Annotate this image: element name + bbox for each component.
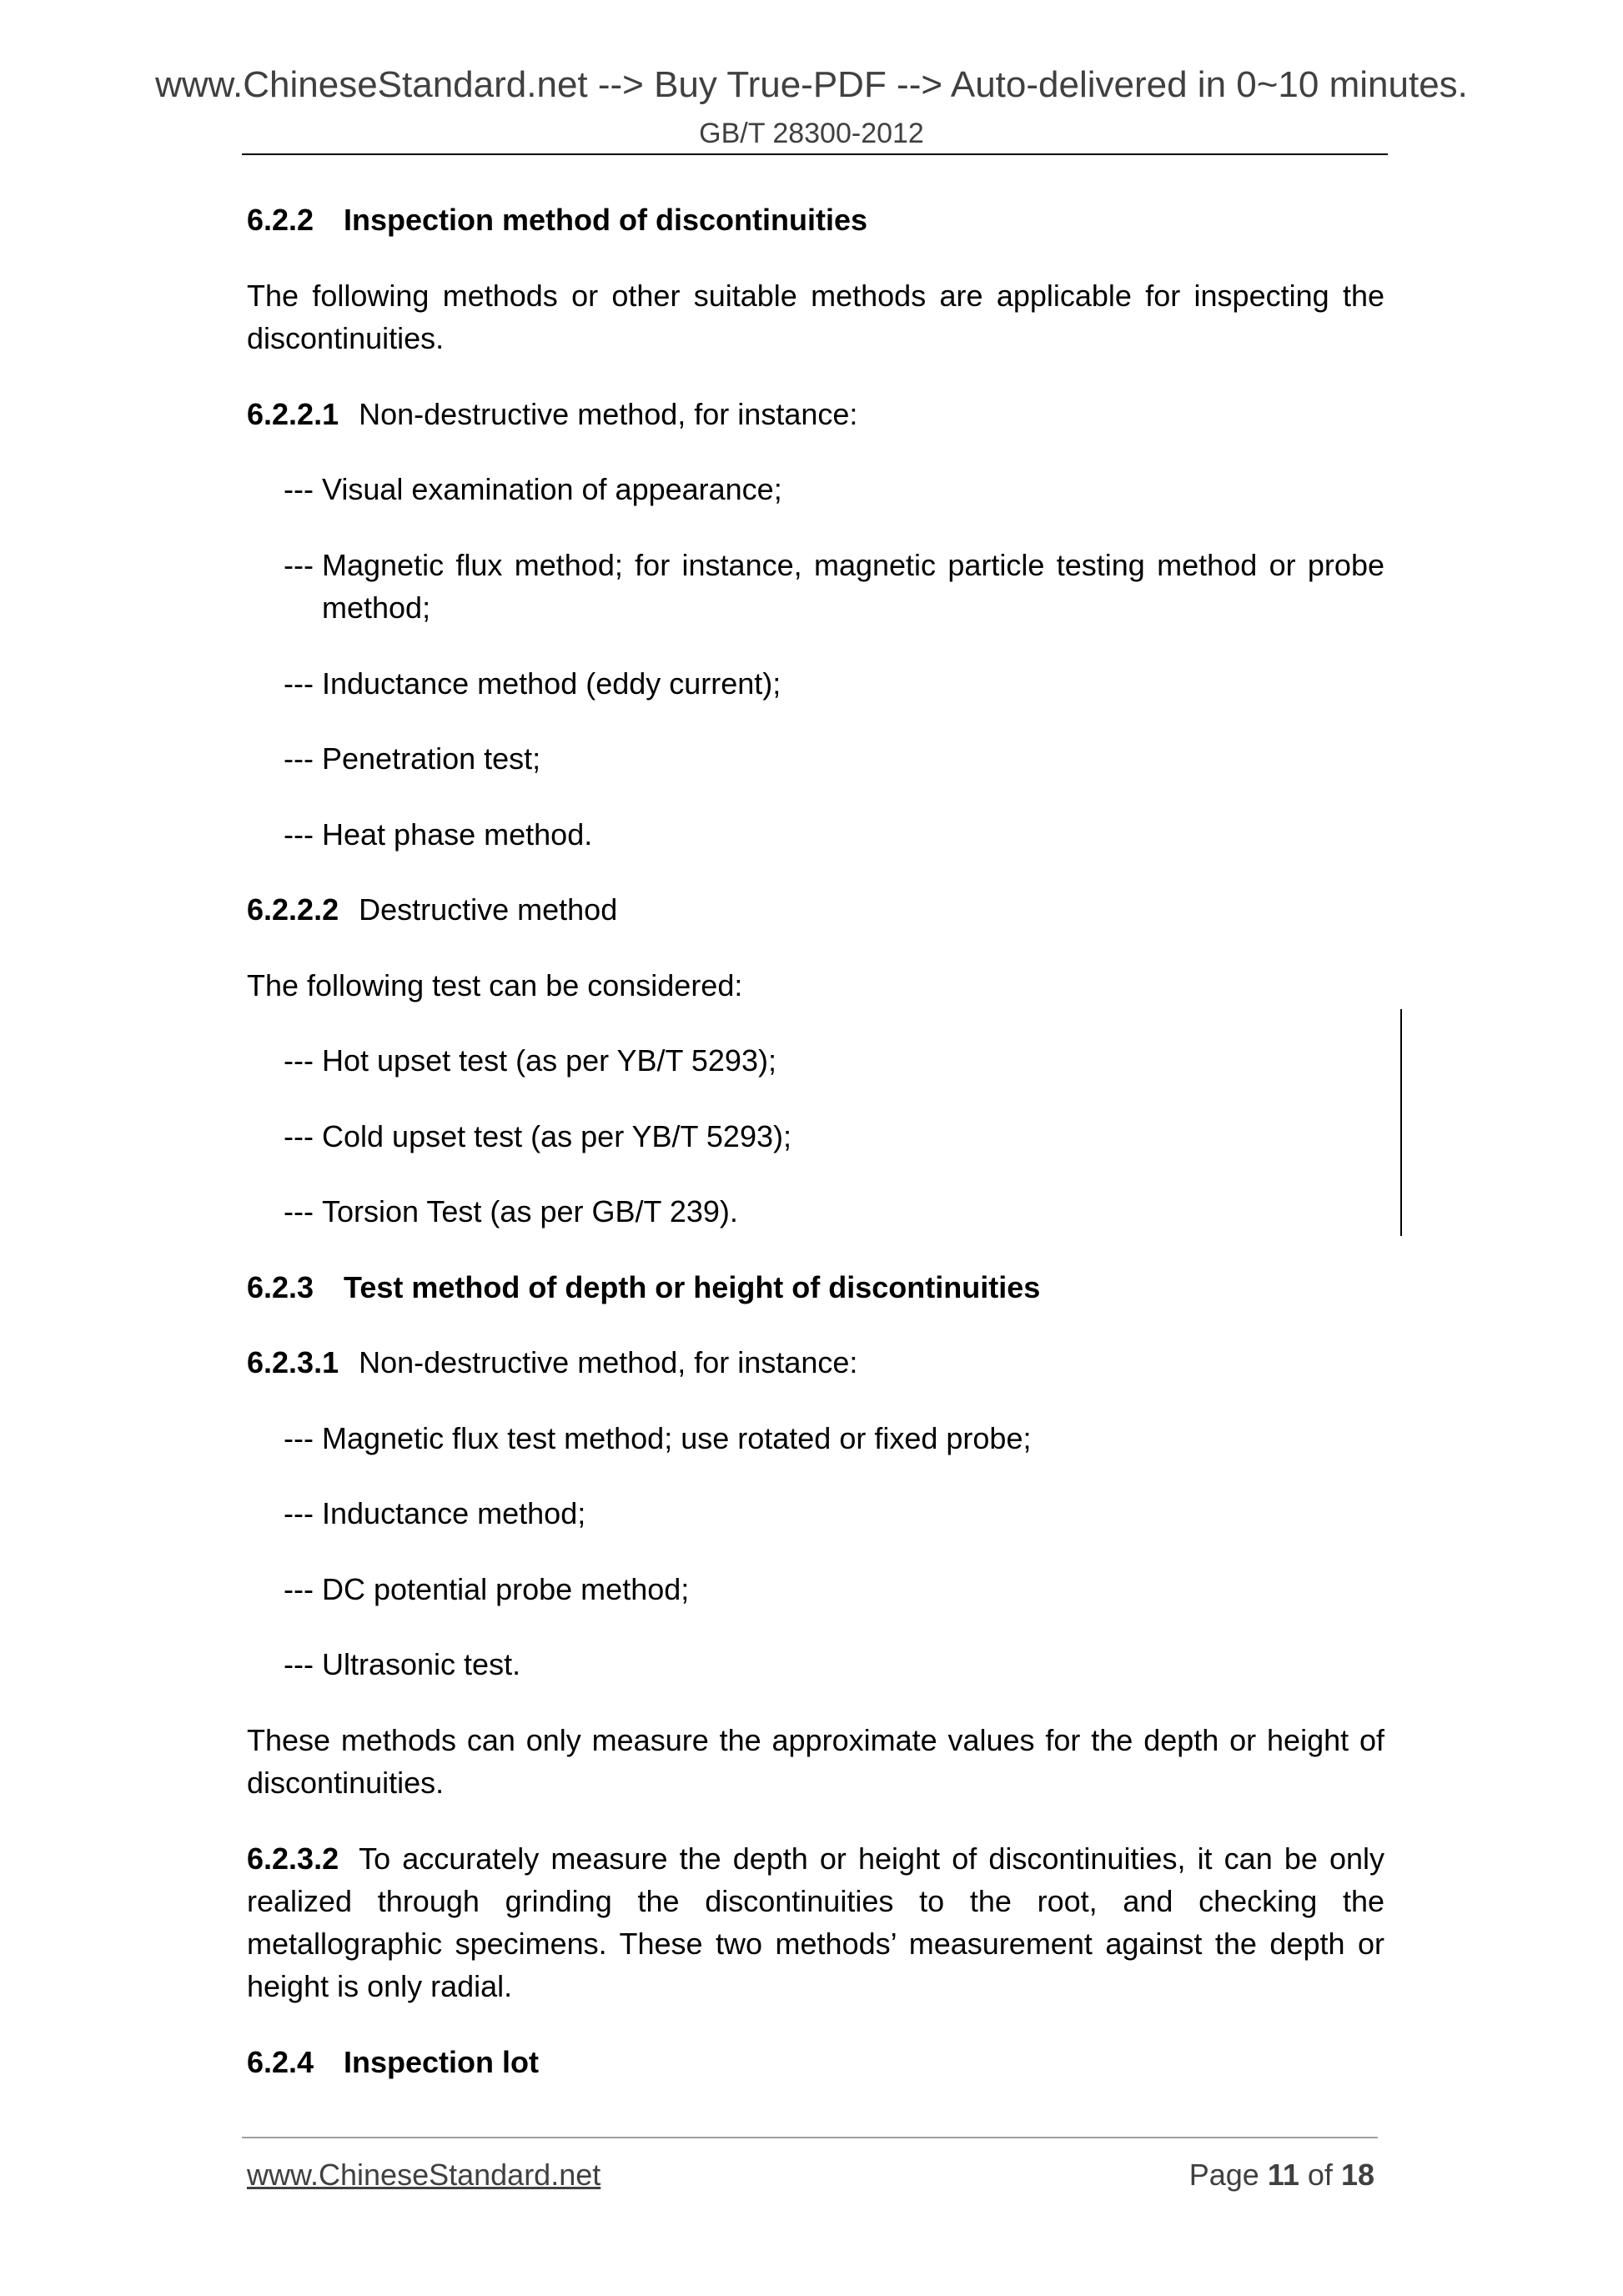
list-item <box>284 1039 1384 1082</box>
page-total: 18 <box>1340 2158 1374 2192</box>
list-item-text: Visual examination of appearance; <box>322 472 782 506</box>
clause-number: 6.2.2.2 <box>247 892 339 927</box>
footer-divider <box>242 2137 1378 2138</box>
list-item-text: Magnetic flux method; for instance, magnetic particle testing method or probe method; <box>322 548 1384 625</box>
list-marker: --- <box>284 1421 314 1455</box>
list-item-text: Inductance method; <box>322 1496 586 1530</box>
list-marker: --- <box>284 817 314 852</box>
page-indicator <box>1189 2157 1374 2193</box>
list-marker: --- <box>284 1194 314 1228</box>
list-item <box>284 737 1384 780</box>
heading-number: 6.2.3 <box>247 1270 314 1304</box>
list-item-text: Magnetic flux test method; use rotated or fixed probe; <box>322 1421 1032 1455</box>
list-item-text: Torsion Test (as per GB/T 239). <box>322 1194 738 1228</box>
list-marker: --- <box>284 741 314 776</box>
heading-number: 6.2.2 <box>247 203 314 237</box>
heading-6-2-4 <box>247 2041 1384 2083</box>
paragraph: The following test can be considered: <box>247 968 743 1002</box>
heading-6-2-3 <box>247 1266 1384 1309</box>
header-banner: www.ChineseStandard.net --> Buy True-PDF --> Auto-delivered in 0~10 minutes. <box>155 64 1468 105</box>
clause-6-2-2-2 <box>247 888 1384 931</box>
page-current: 11 <box>1267 2158 1299 2192</box>
list-marker: --- <box>284 666 314 701</box>
list-item-text: DC potential probe method; <box>322 1572 690 1606</box>
list-item-text: Hot upset test (as per YB/T 5293); <box>322 1043 776 1078</box>
change-bar <box>1400 1009 1402 1236</box>
heading-title: Test method of depth or height of discontinuities <box>344 1270 1041 1304</box>
list-item-text: Ultrasonic test. <box>322 1647 521 1681</box>
list-item <box>284 1643 1384 1686</box>
document-id: GB/T 28300-2012 <box>699 118 924 149</box>
heading-number: 6.2.4 <box>247 2045 314 2079</box>
clause-6-2-2-1 <box>247 393 1384 435</box>
list-item <box>284 1417 1384 1459</box>
clause-number: 6.2.3.1 <box>247 1345 339 1379</box>
footer-website-link[interactable]: www.ChineseStandard.net <box>247 2158 601 2192</box>
list-item <box>284 1568 1384 1610</box>
page-of-label: of <box>1307 2158 1333 2192</box>
list-marker: --- <box>284 1496 314 1530</box>
clause-number: 6.2.2.1 <box>247 397 339 431</box>
clause-text: Non-destructive method, for instance: <box>359 397 858 431</box>
heading-title: Inspection lot <box>344 2045 539 2079</box>
heading-6-2-2 <box>247 198 1384 241</box>
clause-text: To accurately measure the depth or height of discontinuities, it can be only realized through grinding the discontinuities to the root, and checking the metallographic specimens. These two methods’ measurement against the depth or height is only radial. <box>247 1841 1384 2003</box>
list-marker: --- <box>284 472 314 506</box>
list-item-text: Inductance method (eddy current); <box>322 666 781 701</box>
list-item <box>284 468 1384 510</box>
clause-text: Destructive method <box>359 892 618 927</box>
list-marker: --- <box>284 1572 314 1606</box>
list-marker: --- <box>284 1647 314 1681</box>
clause-text: Non-destructive method, for instance: <box>359 1345 858 1379</box>
header-divider <box>242 153 1388 155</box>
list-marker: --- <box>284 1043 314 1078</box>
list-item <box>284 1115 1384 1158</box>
list-marker: --- <box>284 1119 314 1153</box>
clause-6-2-3-1 <box>247 1341 1384 1384</box>
paragraph: The following methods or other suitable methods are applicable for inspecting the discontinuities. <box>247 279 1384 355</box>
list-item-text: Cold upset test (as per YB/T 5293); <box>322 1119 791 1153</box>
list-item-text: Penetration test; <box>322 741 541 776</box>
list-item <box>284 813 1384 856</box>
list-item <box>284 662 1384 705</box>
clause-number: 6.2.3.2 <box>247 1841 339 1876</box>
list-marker: --- <box>284 548 314 582</box>
clause-6-2-3-2 <box>247 1837 1384 2007</box>
heading-title: Inspection method of discontinuities <box>344 203 868 237</box>
list-item-text: Heat phase method. <box>322 817 593 852</box>
list-item <box>284 1190 1384 1233</box>
page-label: Page <box>1188 2158 1259 2192</box>
list-item <box>284 544 1384 629</box>
list-item <box>284 1492 1384 1535</box>
paragraph: These methods can only measure the approximate values for the depth or height of discontinuities. <box>247 1723 1384 1800</box>
